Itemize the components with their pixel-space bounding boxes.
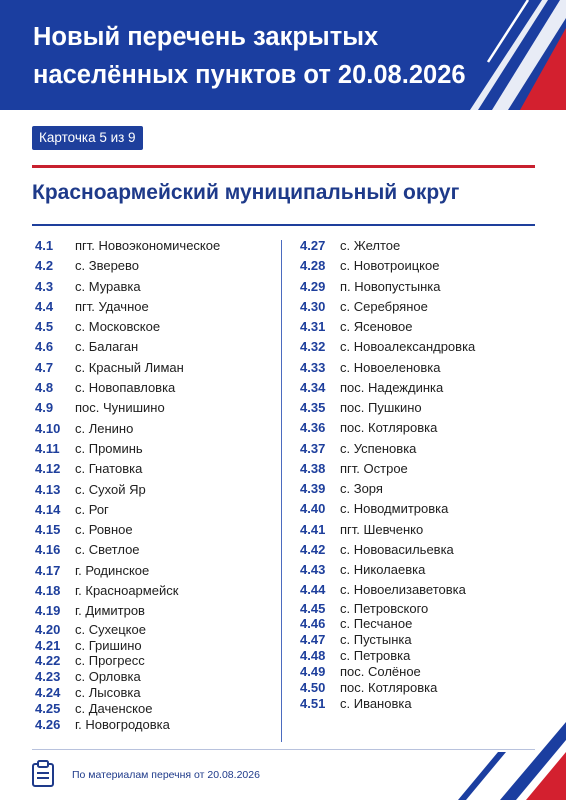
item-number: 4.22 bbox=[35, 653, 61, 669]
settlement-name: с. Желтое bbox=[340, 238, 401, 253]
item-number: 4.46 bbox=[300, 616, 326, 632]
item-number: 4.19 bbox=[35, 603, 61, 619]
item-number: 4.26 bbox=[35, 716, 61, 732]
card-counter-badge: Карточка 5 из 9 bbox=[32, 126, 143, 150]
settlement-name: с. Новодмитровка bbox=[340, 501, 449, 517]
item-number: 4.10 bbox=[35, 420, 61, 436]
item-number: 4.45 bbox=[300, 600, 326, 616]
list-item bbox=[35, 398, 220, 418]
item-number: 4.38 bbox=[300, 460, 326, 476]
item-number: 4.47 bbox=[300, 632, 326, 648]
list-item bbox=[35, 601, 220, 621]
item-number: 4.28 bbox=[300, 258, 326, 274]
item-number: 4.15 bbox=[35, 522, 61, 538]
item-number: 4.36 bbox=[300, 420, 326, 436]
item-number: 4.8 bbox=[35, 380, 54, 396]
list-item bbox=[35, 459, 220, 479]
settlement-name: с. Зверево bbox=[75, 258, 140, 274]
item-number: 4.29 bbox=[300, 278, 326, 294]
settlement-name: пос. Чунишино bbox=[75, 400, 165, 416]
settlement-list-left bbox=[35, 236, 220, 733]
settlement-name: с. Новоалександровка bbox=[340, 339, 476, 355]
item-number: 4.13 bbox=[35, 481, 61, 497]
settlement-name: с. Балаган bbox=[75, 339, 139, 355]
list-item bbox=[35, 439, 220, 459]
list-item bbox=[35, 669, 220, 685]
settlement-name: с. Московское bbox=[75, 319, 161, 335]
list-item bbox=[35, 540, 220, 560]
red-divider bbox=[32, 165, 535, 168]
item-number: 4.24 bbox=[35, 685, 61, 701]
item-number: 4.48 bbox=[300, 648, 326, 664]
settlement-name: г. Новогродовка bbox=[75, 716, 170, 732]
list-item bbox=[300, 616, 475, 632]
item-number: 4.41 bbox=[300, 521, 326, 537]
list-item bbox=[300, 459, 475, 479]
item-number: 4.25 bbox=[35, 701, 61, 717]
footer-source-text: По материалам перечня от 20.08.2026 bbox=[72, 769, 260, 781]
settlement-name: пос. Котляровка bbox=[340, 420, 438, 436]
item-number: 4.11 bbox=[35, 440, 60, 456]
list-item bbox=[300, 358, 475, 378]
item-number: 4.2 bbox=[35, 258, 54, 274]
settlement-name: с. Гнатовка bbox=[75, 461, 143, 477]
settlement-name: г. Димитров bbox=[75, 603, 145, 619]
item-number: 4.51 bbox=[300, 695, 326, 711]
settlement-name: пгт. Новоэкономическое bbox=[75, 238, 221, 253]
settlement-name: с. Сухецкое bbox=[75, 621, 146, 637]
settlement-name: с. Лысовка bbox=[75, 685, 141, 701]
settlement-name: с. Красный Лиман bbox=[75, 359, 184, 375]
list-item bbox=[300, 601, 475, 617]
list-item bbox=[35, 419, 220, 439]
item-number: 4.32 bbox=[300, 339, 326, 355]
item-number: 4.7 bbox=[35, 359, 54, 375]
settlement-name: с. Новоеленовка bbox=[340, 359, 441, 375]
item-number: 4.3 bbox=[35, 278, 54, 294]
list-item bbox=[35, 256, 220, 276]
item-number: 4.34 bbox=[300, 379, 326, 395]
list-item bbox=[35, 337, 220, 357]
settlement-name: с. Песчаное bbox=[340, 616, 413, 632]
column-divider bbox=[281, 240, 282, 742]
settlement-name: пос. Пушкино bbox=[340, 400, 422, 415]
list-item bbox=[35, 520, 220, 540]
settlement-name: г. Красноармейск bbox=[75, 583, 179, 599]
settlement-name: с. Сухой Яр bbox=[75, 481, 146, 497]
settlement-name: с. Новопавловка bbox=[75, 380, 176, 396]
settlement-name: с. Николаевка bbox=[340, 562, 426, 577]
page-title-line-1: Новый перечень закрытых bbox=[33, 23, 379, 51]
settlement-list-right bbox=[300, 236, 475, 712]
item-number: 4.18 bbox=[35, 583, 61, 599]
settlement-name: г. Родинское bbox=[75, 562, 150, 578]
item-number: 4.33 bbox=[300, 359, 326, 375]
settlement-name: пос. Котляровка bbox=[340, 679, 438, 695]
list-item bbox=[35, 561, 220, 581]
settlement-name: с. Ленино bbox=[75, 420, 134, 436]
settlement-name: с. Проминь bbox=[75, 440, 143, 456]
settlement-name: пос. Надеждинка bbox=[340, 379, 444, 395]
list-item bbox=[300, 499, 475, 519]
item-number: 4.40 bbox=[300, 501, 326, 517]
list-item bbox=[300, 317, 475, 337]
blue-divider bbox=[32, 224, 535, 226]
item-number: 4.42 bbox=[300, 541, 326, 557]
settlement-name: с. Гришино bbox=[75, 637, 142, 653]
settlement-name: с. Новотроицкое bbox=[340, 258, 440, 274]
list-item bbox=[300, 277, 475, 297]
settlement-name: с. Ясеновое bbox=[340, 319, 413, 334]
settlement-name: с. Прогресс bbox=[75, 653, 145, 669]
list-item bbox=[300, 479, 475, 499]
item-number: 4.5 bbox=[35, 319, 54, 335]
settlement-name: с. Ивановка bbox=[340, 695, 412, 711]
page-title bbox=[33, 18, 483, 94]
item-number: 4.49 bbox=[300, 664, 326, 680]
item-number: 4.21 bbox=[35, 637, 61, 653]
settlement-name: с. Петровского bbox=[340, 600, 429, 616]
settlement-name: с. Пустынка bbox=[340, 632, 412, 648]
settlement-name: с. Петровка bbox=[340, 648, 411, 664]
list-item bbox=[300, 398, 475, 418]
list-item bbox=[300, 580, 475, 600]
item-number: 4.9 bbox=[35, 400, 54, 416]
settlement-name: с. Рог bbox=[75, 501, 109, 517]
settlement-name: с. Зоря bbox=[340, 481, 383, 496]
list-item bbox=[35, 581, 220, 601]
settlement-name: с. Орловка bbox=[75, 669, 141, 685]
item-number: 4.44 bbox=[300, 582, 326, 598]
list-item bbox=[35, 277, 220, 297]
district-title: Красноармейский муниципальный округ bbox=[32, 181, 460, 204]
settlement-name: пгт. Удачное bbox=[75, 298, 149, 314]
settlement-name: с. Светлое bbox=[75, 542, 140, 558]
list-item bbox=[35, 317, 220, 337]
item-number: 4.17 bbox=[35, 562, 61, 578]
list-item bbox=[300, 337, 475, 357]
item-number: 4.20 bbox=[35, 621, 61, 637]
item-number: 4.1 bbox=[35, 238, 54, 253]
list-item bbox=[300, 418, 475, 438]
item-number: 4.31 bbox=[300, 319, 326, 334]
item-number: 4.50 bbox=[300, 679, 326, 695]
item-number: 4.6 bbox=[35, 339, 54, 355]
item-number: 4.14 bbox=[35, 501, 61, 517]
settlement-name: с. Ровное bbox=[75, 522, 133, 538]
list-item bbox=[300, 439, 475, 459]
item-number: 4.39 bbox=[300, 481, 326, 496]
list-item bbox=[35, 297, 220, 317]
list-item bbox=[35, 685, 220, 701]
list-item bbox=[35, 717, 220, 733]
list-item bbox=[300, 680, 475, 696]
list-item bbox=[35, 638, 220, 654]
list-item bbox=[300, 664, 475, 680]
list-item bbox=[300, 297, 475, 317]
list-item bbox=[300, 520, 475, 540]
list-item bbox=[35, 480, 220, 500]
list-item bbox=[35, 358, 220, 378]
list-item bbox=[300, 696, 475, 712]
clipboard-icon bbox=[31, 760, 55, 788]
item-number: 4.16 bbox=[35, 542, 61, 558]
settlement-name: с. Успеновка bbox=[340, 440, 417, 456]
item-number: 4.35 bbox=[300, 400, 326, 415]
list-item bbox=[300, 236, 475, 256]
item-number: 4.4 bbox=[35, 298, 54, 314]
list-item bbox=[35, 653, 220, 669]
list-item bbox=[35, 378, 220, 398]
list-item bbox=[35, 622, 220, 638]
item-number: 4.37 bbox=[300, 440, 326, 456]
settlement-name: с. Нововасильевка bbox=[340, 541, 454, 557]
settlement-name: п. Новопустынка bbox=[340, 278, 441, 294]
header-banner bbox=[0, 0, 566, 110]
list-item bbox=[35, 236, 220, 256]
list-item bbox=[300, 256, 475, 276]
settlement-name: с. Серебряное bbox=[340, 298, 428, 314]
settlement-name: пгт. Острое bbox=[340, 460, 408, 476]
item-number: 4.12 bbox=[35, 461, 61, 477]
item-number: 4.30 bbox=[300, 298, 326, 314]
item-number: 4.23 bbox=[35, 669, 61, 685]
list-item bbox=[300, 540, 475, 560]
settlement-name: с. Даченское bbox=[75, 701, 153, 717]
list-item bbox=[300, 560, 475, 580]
list-item bbox=[300, 648, 475, 664]
list-item bbox=[300, 378, 475, 398]
settlement-name: с. Новоелизаветовка bbox=[340, 582, 466, 598]
list-item bbox=[35, 701, 220, 717]
item-number: 4.27 bbox=[300, 238, 326, 253]
page-title-line-2: населённых пунктов от 20.08.2026 bbox=[33, 61, 466, 89]
list-item bbox=[300, 632, 475, 648]
settlement-name: пгт. Шевченко bbox=[340, 521, 424, 537]
settlement-name: пос. Солёное bbox=[340, 664, 421, 680]
list-item bbox=[35, 500, 220, 520]
settlement-name: с. Муравка bbox=[75, 278, 141, 294]
footer-divider bbox=[32, 749, 535, 750]
item-number: 4.43 bbox=[300, 562, 326, 577]
